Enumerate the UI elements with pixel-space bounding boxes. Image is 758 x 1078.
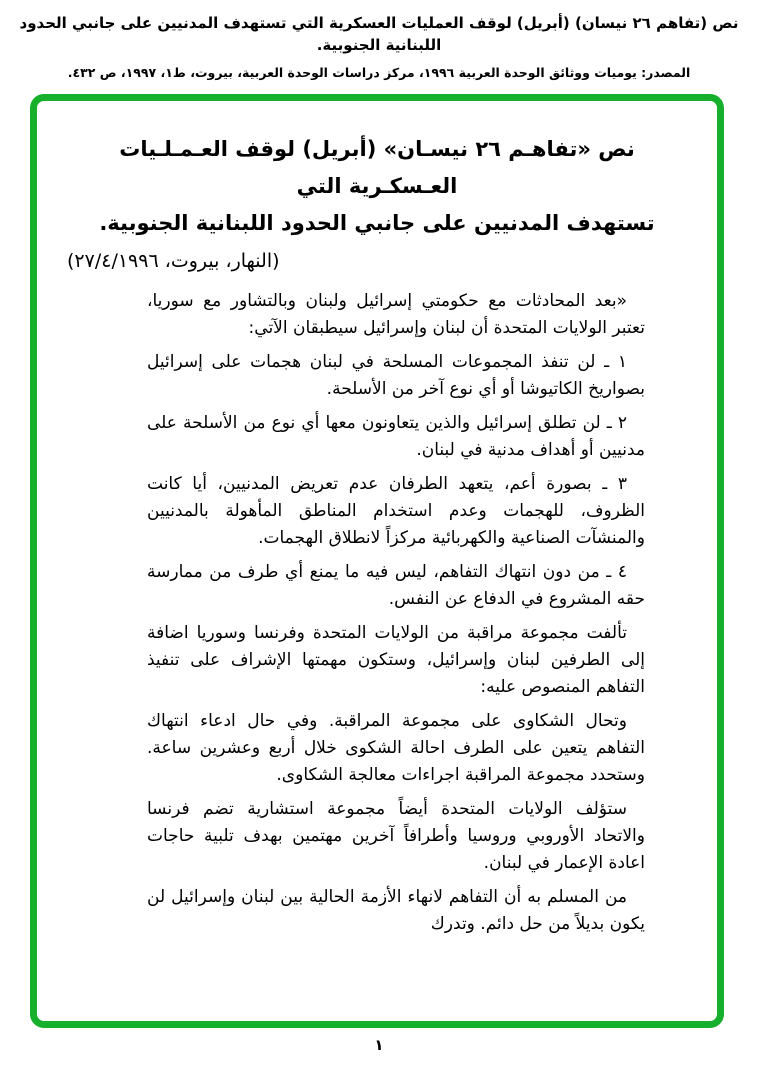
- paragraph-item-1: ١ ـ لن تنفذ المجموعات المسلحة في لبنان هجمات على إسرائيل بصواريخ الكاتيوشا أو أي نوع آخر من الأسلحة.: [147, 352, 645, 399]
- paragraph-intro: «بعد المحادثات مع حكومتي إسرائيل ولبنان وبالتشاور مع سوريا، تعتبر الولايات المتحدة أن لبنان وإسرائيل سيطبقان الآتي:: [147, 291, 645, 338]
- paragraph-item-4: ٤ ـ من دون انتهاك التفاهم، ليس فيه ما يمنع أي طرف من ممارسة حقه المشروع في الدفاع عن النفس.: [147, 562, 645, 609]
- header-title-text: نص (تفاهم ٢٦ نيسان) (أبريل) لوقف العمليات العسكرية التي تستهدف المدنيين على جانبي الحدود اللبنانية الجنوبية.: [19, 14, 739, 54]
- document-title-line1: نص «تفاهـم ٢٦ نيسـان» (أبريل) لوقف العـمـلـيات العـسكـرية التي: [119, 137, 635, 198]
- document-title: [79, 131, 675, 242]
- paragraph-closing: من المسلم به أن التفاهم لانهاء الأزمة الحالية بين لبنان وإسرائيل لن يكون بديلاً من حل دائم. وتدرك: [147, 887, 645, 934]
- page-number: ١: [374, 1036, 384, 1054]
- paragraph-complaints: وتحال الشكاوى على مجموعة المراقبة. وفي حال ادعاء انتهاك التفاهم يتعين على الطرف احالة الشكوى خلال أربع وعشرين ساعة. وستحدد مجموعة المراقبة اجراءات معالجة الشكاوى.: [147, 711, 645, 785]
- page-header: [0, 12, 758, 82]
- paragraph-consultative-group: ستؤلف الولايات المتحدة أيضاً مجموعة استشارية تضم فرنسا والاتحاد الأوروبي وروسيا وأطرافاً آخرين مهتمين بهدف تلبية حاجات اعادة الإعمار في لبنان.: [147, 799, 645, 873]
- header-source-citation: المصدر: يوميات ووثائق الوحدة العربية ١٩٩٦، مركز دراسات الوحدة العربية، بيروت، ط١، ١٩٩٧، ص ٤٣٢.: [67, 65, 691, 80]
- paragraph-item-3: ٣ ـ بصورة أعم، يتعهد الطرفان عدم تعريض المدنيين، أيا كانت الظروف، للهجمات وعدم استخدام المناطق المأهولة بالمدنيين والمنشآت الصناعية والكهربائية مركزاً لانطلاق الهجمات.: [147, 474, 645, 548]
- document-body: [147, 288, 645, 938]
- green-border-frame: [30, 94, 724, 1028]
- document-title-line2: تستهدف المدنيين على جانبي الحدود اللبنانية الجنوبية.: [99, 211, 655, 235]
- paragraph-monitoring-group: تألفت مجموعة مراقبة من الولايات المتحدة وفرنسا وسوريا اضافة إلى الطرفين لبنان وإسرائيل، وستكون مهمتها الإشراف على تنفيذ التفاهم المنصوص عليه:: [147, 623, 645, 697]
- document-attribution: (النهار، بيروت، ٢٧/٤/١٩٩٦): [67, 250, 280, 272]
- paragraph-item-2: ٢ ـ لن تطلق إسرائيل والذين يتعاونون معها أي نوع من الأسلحة على مدنيين أو أهداف مدنية في لبنان.: [147, 413, 645, 460]
